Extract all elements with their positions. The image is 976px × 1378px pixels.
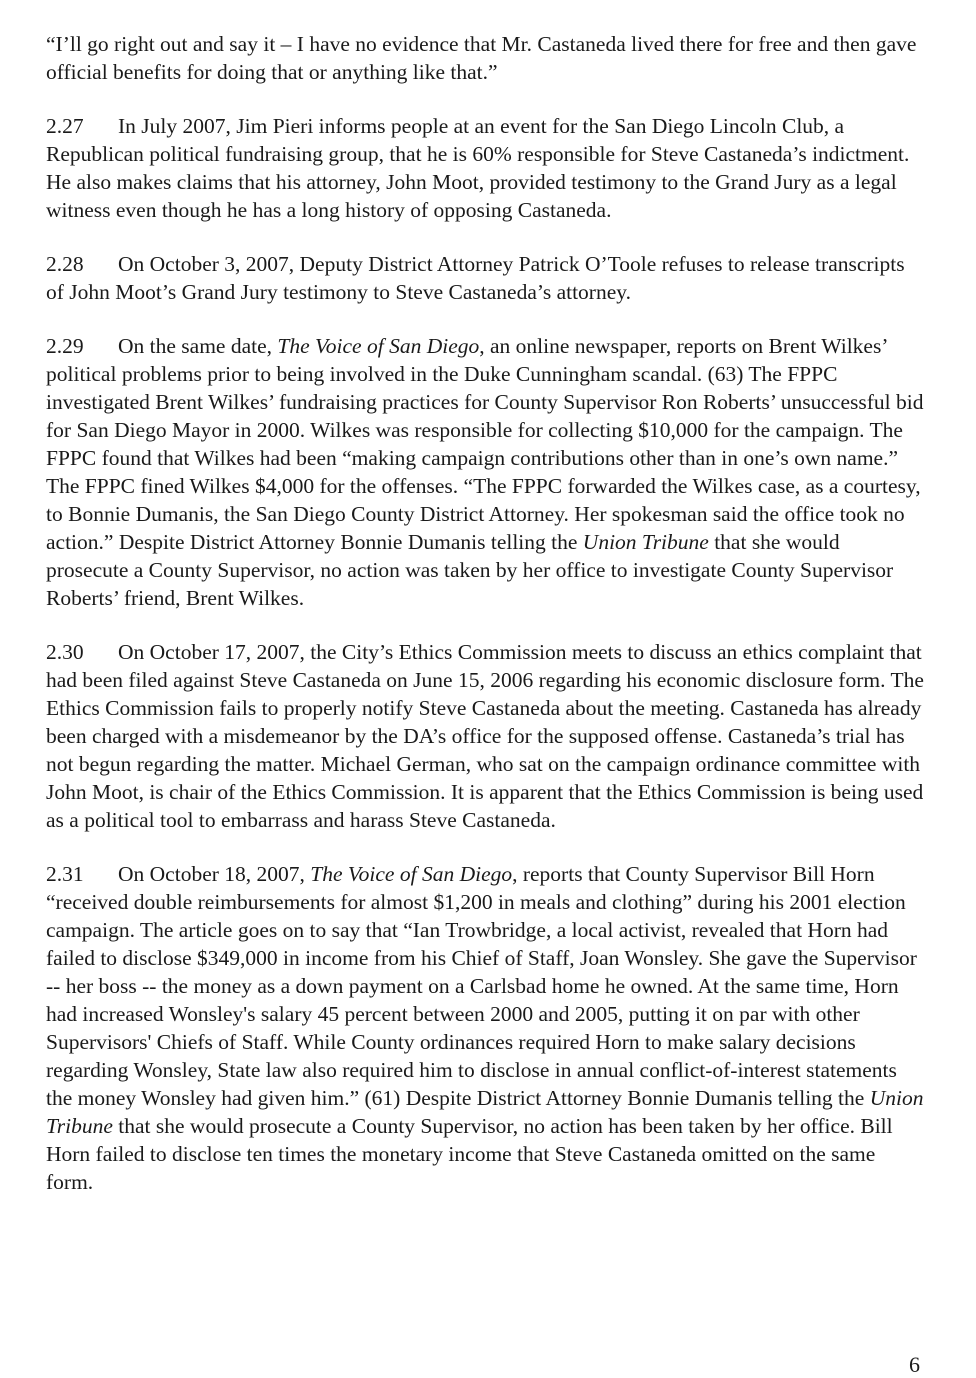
paragraph-2-30 xyxy=(46,638,926,834)
paragraph-text-segment: On October 18, 2007, xyxy=(118,862,311,886)
paragraph-text: On October 17, 2007, the City’s Ethics Commission meets to discuss an ethics complaint that had been filed against Steve Castaneda on June 15, 2006 regarding his economic disclosure form. The Ethics Commission fails to properly notify Steve Castaneda about the meeting. Castaneda has already been charged with a misdemeanor by the DA’s office for the supposed offense. Castaneda’s trial has not begun regarding the matter. Michael German, who sat on the campaign ordinance committee with John Moot, is chair of the Ethics Commission. It is apparent that the Ethics Commission is being used as a political tool to embarrass and harass Steve Castaneda. xyxy=(46,640,924,832)
paragraph-text-segment: that she would prosecute a County Supervisor, no action has been taken by her office. Bill Horn failed to disclose ten times the monetary income that Steve Castaneda omitted on the same form. xyxy=(46,1114,893,1194)
paragraph-text: In July 2007, Jim Pieri informs people at an event for the San Diego Lincoln Club, a Republican political fundraising group, that he is 60% responsible for Steve Castaneda’s indictment. He also makes claims that his attorney, John Moot, provided testimony to the Grand Jury as a legal witness even though he has a long history of opposing Castaneda. xyxy=(46,114,910,222)
paragraph-number: 2.29 xyxy=(46,334,84,358)
paragraph-text-segment: , reports that County Supervisor Bill Horn “received double reimbursements for almost $1,200 in meals and clothing” during his 2001 election campaign. The article goes on to say that “Ian Trowbridge, a local activist, revealed that Horn had failed to disclose $349,000 in income from his Chief of Staff, Joan Wonsley. She gave the Supervisor -- her boss -- the money as a down payment on a Carlsbad home he owned. At the same time, Horn had increased Wonsley's salary 45 percent between 2000 and 2005, putting it on par with other Supervisors' Chiefs of Staff. While County ordinances required Horn to make salary decisions regarding Wonsley, State law also required him to disclose in annual conflict-of-interest statements the money Wonsley had given him.” (61) Despite District Attorney Bonnie Dumanis telling the xyxy=(46,862,917,1110)
paragraph-2-28 xyxy=(46,250,926,306)
paragraph-2-27 xyxy=(46,112,926,224)
paragraph-number: 2.31 xyxy=(46,862,84,886)
document-page xyxy=(46,30,926,1222)
intro-quote-text: “I’ll go right out and say it – I have no evidence that Mr. Castaneda lived there for free and then gave official benefits for doing that or anything like that.” xyxy=(46,32,917,84)
publication-title: Union Tribune xyxy=(46,1086,924,1138)
paragraph-text: On October 3, 2007, Deputy District Attorney Patrick O’Toole refuses to release transcripts of John Moot’s Grand Jury testimony to Steve Castaneda’s attorney. xyxy=(46,252,905,304)
page-number: 6 xyxy=(909,1352,920,1377)
paragraph-2-31 xyxy=(46,860,926,1196)
paragraph-number: 2.30 xyxy=(46,640,84,664)
paragraph-number: 2.28 xyxy=(46,252,84,276)
paragraph-text-segment: , an online newspaper, reports on Brent Wilkes’ political problems prior to being involved in the Duke Cunningham scandal. (63) The FPPC investigated Brent Wilkes’ fundraising practices for County Supervisor Ron Roberts’ unsuccessful bid for San Diego Mayor in 2000. Wilkes was responsible for collecting $10,000 for the campaign. The FPPC found that Wilkes had been “making campaign contributions other than in one’s own name.” The FPPC fined Wilkes $4,000 for the offenses. “The FPPC forwarded the Wilkes case, as a courtesy, to Bonnie Dumanis, the San Diego County District Attorney. Her spokesman said the office took no action.” Despite District Attorney Bonnie Dumanis telling the xyxy=(46,334,924,554)
publication-title: Union Tribune xyxy=(582,530,709,554)
paragraph-number: 2.27 xyxy=(46,114,84,138)
paragraph-text-segment: On the same date, xyxy=(118,334,278,358)
publication-title: The Voice of San Diego xyxy=(310,862,513,886)
publication-title: The Voice of San Diego xyxy=(277,334,480,358)
intro-quote xyxy=(46,30,926,86)
paragraph-2-29 xyxy=(46,332,926,612)
paragraph-text-segment: that she would prosecute a County Supervisor, no action was taken by her office to investigate County Supervisor Roberts’ friend, Brent Wilkes. xyxy=(46,530,894,610)
